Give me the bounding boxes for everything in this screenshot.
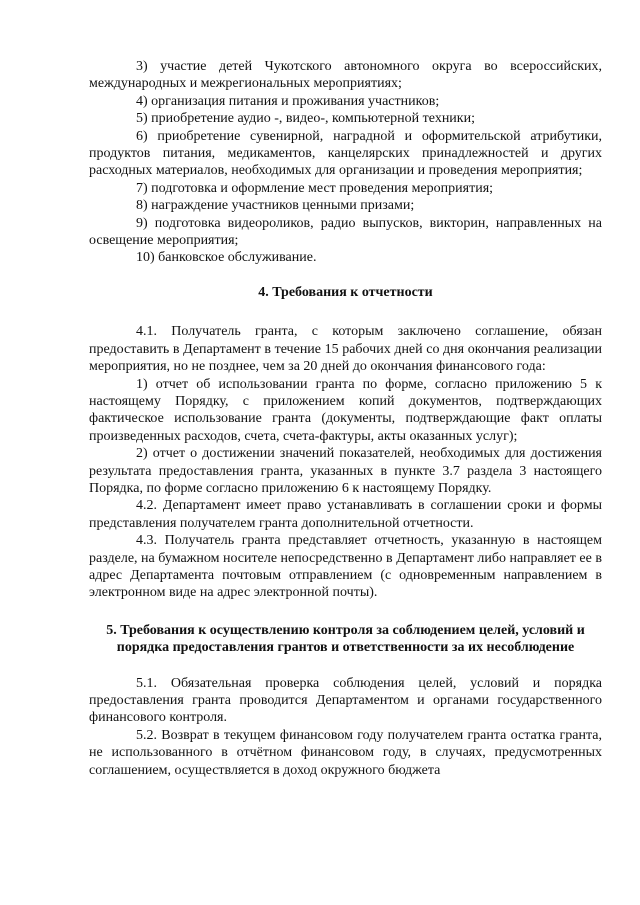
paragraph-5-1: 5.1. Обязательная проверка соблюдения целей, условий и порядка предоставления гранта проводится Департаментом и органами государственного финансового контроля. xyxy=(89,675,602,726)
paragraph-5-2: 5.2. Возврат в текущем финансовом году получателем гранта остатка гранта, не использованного в отчётном финансовом году, в случаях, предусмотренных соглашением, осуществляется в доход окружного бюджета xyxy=(89,727,602,778)
paragraph-4-1-item-2: 2) отчет о достижении значений показателей, необходимых для достижения результата предоставления гранта, указанных в пункте 3.7 раздела 3 настоящего Порядка, по форме согласно приложению 6 к настоящему Порядку. xyxy=(89,446,602,496)
paragraph-4-1-item-1: 1) отчет об использовании гранта по форме, согласно приложению 5 к настоящему Порядку, с приложением копий документов, подтверждающих фактическое использование гранта (документы, подтверждающие факт оплаты произведенных расходов, счета, счета-фактуры, акты оказанных услуг); xyxy=(89,376,602,444)
list-item-3: 3) участие детей Чукотского автономного округа во всероссийских, международных и межрегиональных мероприятиях; xyxy=(89,59,602,92)
section-5-heading: 5. Требования к осуществлению контроля за соблюдением целей, условий и порядка предоставления грантов и ответственности за их несоблюдение xyxy=(106,622,585,656)
paragraph-4-2: 4.2. Департамент имеет право устанавливать в соглашении сроки и формы представления получателем гранта дополнительной отчетности. xyxy=(89,498,602,531)
paragraph-4-1: 4.1. Получатель гранта, с которым заключено соглашение, обязан предоставить в Департамент в течение 15 рабочих дней со дня окончания реализации мероприятия, но не позднее, чем за 20 дней до окончания финансового года: xyxy=(89,324,602,375)
document-page xyxy=(89,58,602,779)
paragraph-4-3: 4.3. Получатель гранта представляет отчетность, указанную в настоящем разделе, на бумажном носителе непосредственно в Департамент либо направляет ее в адрес Департамента почтовым отправлением (с одновременным направлением в электронном виде на адрес электронной почты). xyxy=(89,533,602,601)
list-item-4: 4) организация питания и проживания участников; xyxy=(136,93,440,109)
list-item-10: 10) банковское обслуживание. xyxy=(136,250,317,266)
list-item-9: 9) подготовка видеороликов, радио выпусков, викторин, направленных на освещение мероприятия; xyxy=(89,215,602,249)
list-item-8: 8) награждение участников ценными призами; xyxy=(136,198,415,214)
list-item-7: 7) подготовка и оформление мест проведения мероприятия; xyxy=(136,180,494,196)
list-item-6: 6) приобретение сувенирной, наградной и оформительской атрибутики, продуктов питания, медикаментов, канцелярских принадлежностей и других расходных материалов, необходимых для организации и проведения мероприятия; xyxy=(89,128,602,179)
list-item-5: 5) приобретение аудио -, видео-, компьютерной техники; xyxy=(136,111,475,127)
section-4-heading: 4. Требования к отчетности xyxy=(258,284,433,300)
